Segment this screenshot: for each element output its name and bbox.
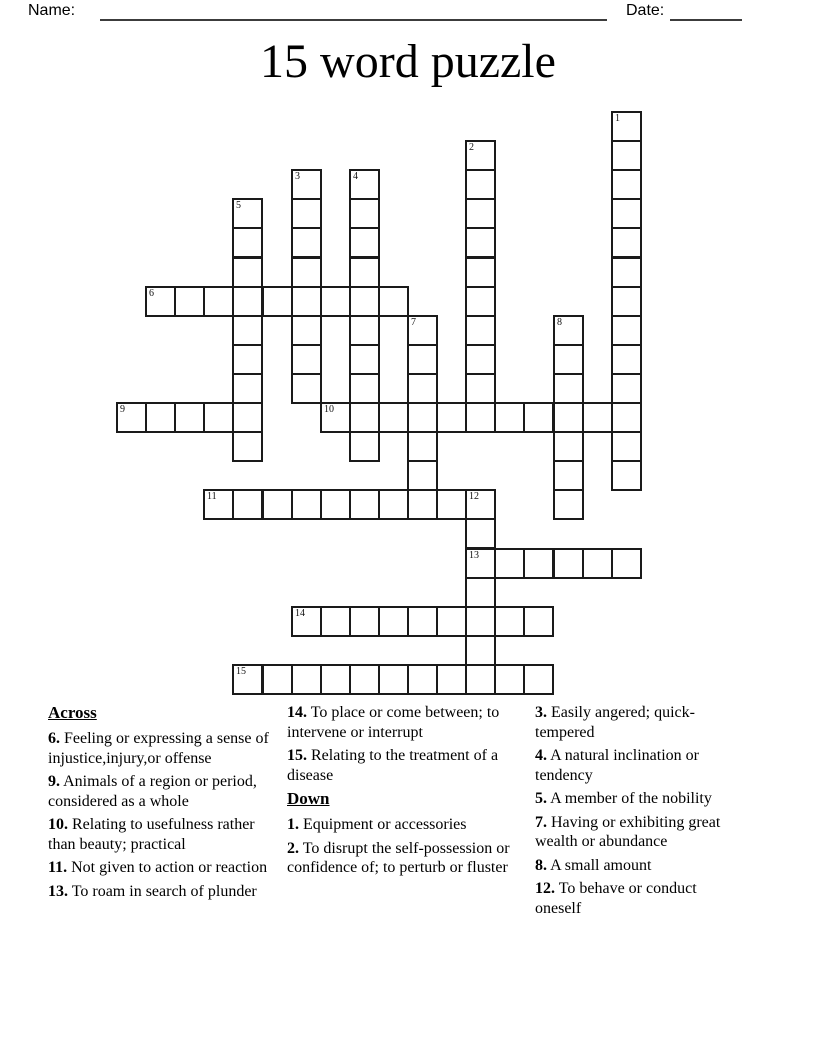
name-label: Name: <box>28 2 76 19</box>
grid-cell <box>465 548 496 579</box>
grid-cell <box>349 606 380 637</box>
cell-number: 8 <box>557 317 562 328</box>
grid-cell <box>174 286 205 317</box>
grid-cell <box>407 489 438 520</box>
clue-number: 6. <box>48 730 60 747</box>
grid-cell <box>465 286 496 317</box>
cell-number: 1 <box>615 113 620 124</box>
clue-number: 13. <box>48 882 68 900</box>
clue-9: 9. Animals of a region or period, considered as a whole <box>48 773 257 810</box>
clue-14: 14. To place or come between; to intervene or interrupt <box>287 704 500 741</box>
grid-cell <box>523 606 554 637</box>
clue-number: 5. <box>535 790 547 807</box>
grid-cell <box>349 431 380 462</box>
grid-cell <box>611 402 642 433</box>
grid-cell <box>116 402 147 433</box>
grid-cell <box>378 489 409 520</box>
clue-12: 12. To behave or conduct oneself <box>535 880 697 917</box>
cell-number: 10 <box>324 404 334 415</box>
grid-cell <box>553 460 584 491</box>
cell-number: 6 <box>149 288 154 299</box>
grid-cell <box>349 227 380 258</box>
clue-7: 7. Having or exhibiting great wealth or abundance <box>535 813 721 850</box>
grid-cell <box>262 489 293 520</box>
grid-cell <box>465 257 496 288</box>
grid-cell <box>465 344 496 375</box>
grid-cell <box>436 489 467 520</box>
clue-number: 9. <box>48 773 60 790</box>
grid-cell <box>291 373 322 404</box>
cell-number: 12 <box>469 491 479 502</box>
grid-cell <box>349 664 380 695</box>
grid-cell <box>407 460 438 491</box>
page-title: 15 word puzzle <box>260 35 556 88</box>
cell-number: 4 <box>353 171 358 182</box>
clue-15: 15. Relating to the treatment of a disease <box>287 747 499 784</box>
clue-number: 14. <box>287 704 307 721</box>
clue-number: 10. <box>48 816 68 833</box>
grid-cell <box>349 286 380 317</box>
grid-cell <box>378 402 409 433</box>
grid-cell <box>611 315 642 346</box>
grid-cell <box>174 402 205 433</box>
grid-cell <box>349 315 380 346</box>
grid-cell <box>291 664 322 695</box>
grid-cell <box>407 402 438 433</box>
clue-number: 3. <box>535 704 547 721</box>
grid-cell <box>465 635 496 666</box>
grid-cell <box>494 664 525 695</box>
clue-8: 8. A small amount <box>535 856 652 874</box>
grid-cell <box>465 606 496 637</box>
grid-cell <box>349 402 380 433</box>
grid-cell <box>611 286 642 317</box>
cell-number: 14 <box>295 608 305 619</box>
grid-cell <box>232 431 263 462</box>
grid-cell <box>378 286 409 317</box>
clue-number: 1. <box>287 816 299 833</box>
clue-6: 6. Feeling or expressing a sense of injustice,injury,or offense <box>48 730 269 767</box>
grid-cell <box>611 198 642 229</box>
grid-cell <box>291 344 322 375</box>
grid-cell <box>349 257 380 288</box>
grid-cell <box>465 169 496 200</box>
grid-cell <box>203 402 234 433</box>
cell-number: 13 <box>469 550 479 561</box>
grid-cell <box>320 664 351 695</box>
grid-cell <box>523 664 554 695</box>
grid-cell <box>378 606 409 637</box>
grid-cell <box>465 227 496 258</box>
grid-cell <box>291 227 322 258</box>
grid-cell <box>465 664 496 695</box>
grid-cell <box>145 286 176 317</box>
crossword-grid <box>116 111 643 696</box>
grid-cell <box>291 315 322 346</box>
date-fill-line <box>670 2 742 21</box>
grid-cell <box>553 489 584 520</box>
grid-cell <box>465 315 496 346</box>
clue-column-2 <box>287 703 511 882</box>
grid-cell <box>611 373 642 404</box>
grid-cell <box>232 198 263 229</box>
grid-cell <box>436 402 467 433</box>
grid-cell <box>553 402 584 433</box>
grid-cell <box>232 344 263 375</box>
grid-cell <box>320 489 351 520</box>
grid-cell <box>407 606 438 637</box>
grid-cell <box>232 257 263 288</box>
cell-number: 9 <box>120 404 125 415</box>
cell-number: 3 <box>295 171 300 182</box>
clue-column-1 <box>48 703 286 905</box>
grid-cell <box>465 402 496 433</box>
grid-cell <box>582 402 613 433</box>
clue-column-3 <box>535 703 740 922</box>
name-fill-line <box>100 2 607 21</box>
clue-4: 4. A natural inclination or tendency <box>535 747 699 784</box>
grid-cell <box>407 344 438 375</box>
grid-cell <box>553 315 584 346</box>
grid-cell <box>349 373 380 404</box>
grid-cell <box>407 431 438 462</box>
grid-cell <box>291 489 322 520</box>
grid-cell <box>465 140 496 171</box>
grid-cell <box>611 548 642 579</box>
clue-5: 5. A member of the nobility <box>535 790 712 807</box>
grid-cell <box>611 257 642 288</box>
grid-cell <box>611 169 642 200</box>
grid-cell <box>611 431 642 462</box>
grid-cell <box>494 548 525 579</box>
cell-number: 5 <box>236 200 241 211</box>
grid-cell <box>378 664 409 695</box>
grid-cell <box>232 664 263 695</box>
grid-cell <box>465 518 496 549</box>
grid-cell <box>291 286 322 317</box>
clue-10: 10. Relating to usefulness rather than beauty; practical <box>48 816 255 853</box>
grid-cell <box>349 198 380 229</box>
grid-cell <box>436 664 467 695</box>
cell-number: 2 <box>469 142 474 153</box>
grid-cell <box>145 402 176 433</box>
grid-cell <box>465 373 496 404</box>
grid-cell <box>203 286 234 317</box>
grid-cell <box>262 664 293 695</box>
clue-number: 8. <box>535 856 547 874</box>
clue-1: 1. Equipment or accessories <box>287 816 467 833</box>
grid-cell <box>291 257 322 288</box>
grid-cell <box>465 198 496 229</box>
grid-cell <box>523 402 554 433</box>
clue-number: 11. <box>48 859 68 876</box>
clue-number: 2. <box>287 839 299 857</box>
grid-cell <box>436 606 467 637</box>
grid-cell <box>232 286 263 317</box>
grid-cell <box>203 489 234 520</box>
grid-cell <box>553 344 584 375</box>
grid-cell <box>465 489 496 520</box>
clue-number: 4. <box>535 747 547 764</box>
grid-cell <box>407 373 438 404</box>
grid-cell <box>611 460 642 491</box>
grid-cell <box>291 169 322 200</box>
grid-cell <box>262 286 293 317</box>
grid-cell <box>407 315 438 346</box>
cell-number: 7 <box>411 317 416 328</box>
grid-cell <box>553 373 584 404</box>
clue-3: 3. Easily angered; quick-tempered <box>535 704 695 741</box>
grid-cell <box>582 548 613 579</box>
grid-cell <box>320 606 351 637</box>
grid-cell <box>553 548 584 579</box>
grid-cell <box>611 140 642 171</box>
grid-cell <box>494 402 525 433</box>
down-heading: Down <box>287 789 330 808</box>
grid-cell <box>291 198 322 229</box>
grid-cell <box>349 169 380 200</box>
grid-cell <box>523 548 554 579</box>
grid-cell <box>465 577 496 608</box>
grid-cell <box>232 489 263 520</box>
clue-2: 2. To disrupt the self-possession or confidence of; to perturb or fluster <box>287 839 510 876</box>
clue-13: 13. To roam in search of plunder <box>48 882 257 900</box>
grid-cell <box>320 286 351 317</box>
clue-number: 12. <box>535 880 555 897</box>
grid-cell <box>407 664 438 695</box>
grid-cell <box>611 344 642 375</box>
clue-number: 15. <box>287 747 307 764</box>
across-heading: Across <box>48 703 97 722</box>
grid-cell <box>611 111 642 142</box>
cell-number: 11 <box>207 491 217 502</box>
grid-cell <box>494 606 525 637</box>
grid-cell <box>232 402 263 433</box>
grid-cell <box>291 606 322 637</box>
grid-cell <box>349 489 380 520</box>
cell-number: 15 <box>236 666 246 677</box>
grid-cell <box>232 227 263 258</box>
clue-11: 11. Not given to action or reaction <box>48 859 268 876</box>
grid-cell <box>320 402 351 433</box>
grid-cell <box>553 431 584 462</box>
grid-cell <box>611 227 642 258</box>
grid-cell <box>232 315 263 346</box>
grid-cell <box>232 373 263 404</box>
grid-cell <box>349 344 380 375</box>
clue-number: 7. <box>535 813 547 831</box>
date-label: Date: <box>626 2 665 19</box>
